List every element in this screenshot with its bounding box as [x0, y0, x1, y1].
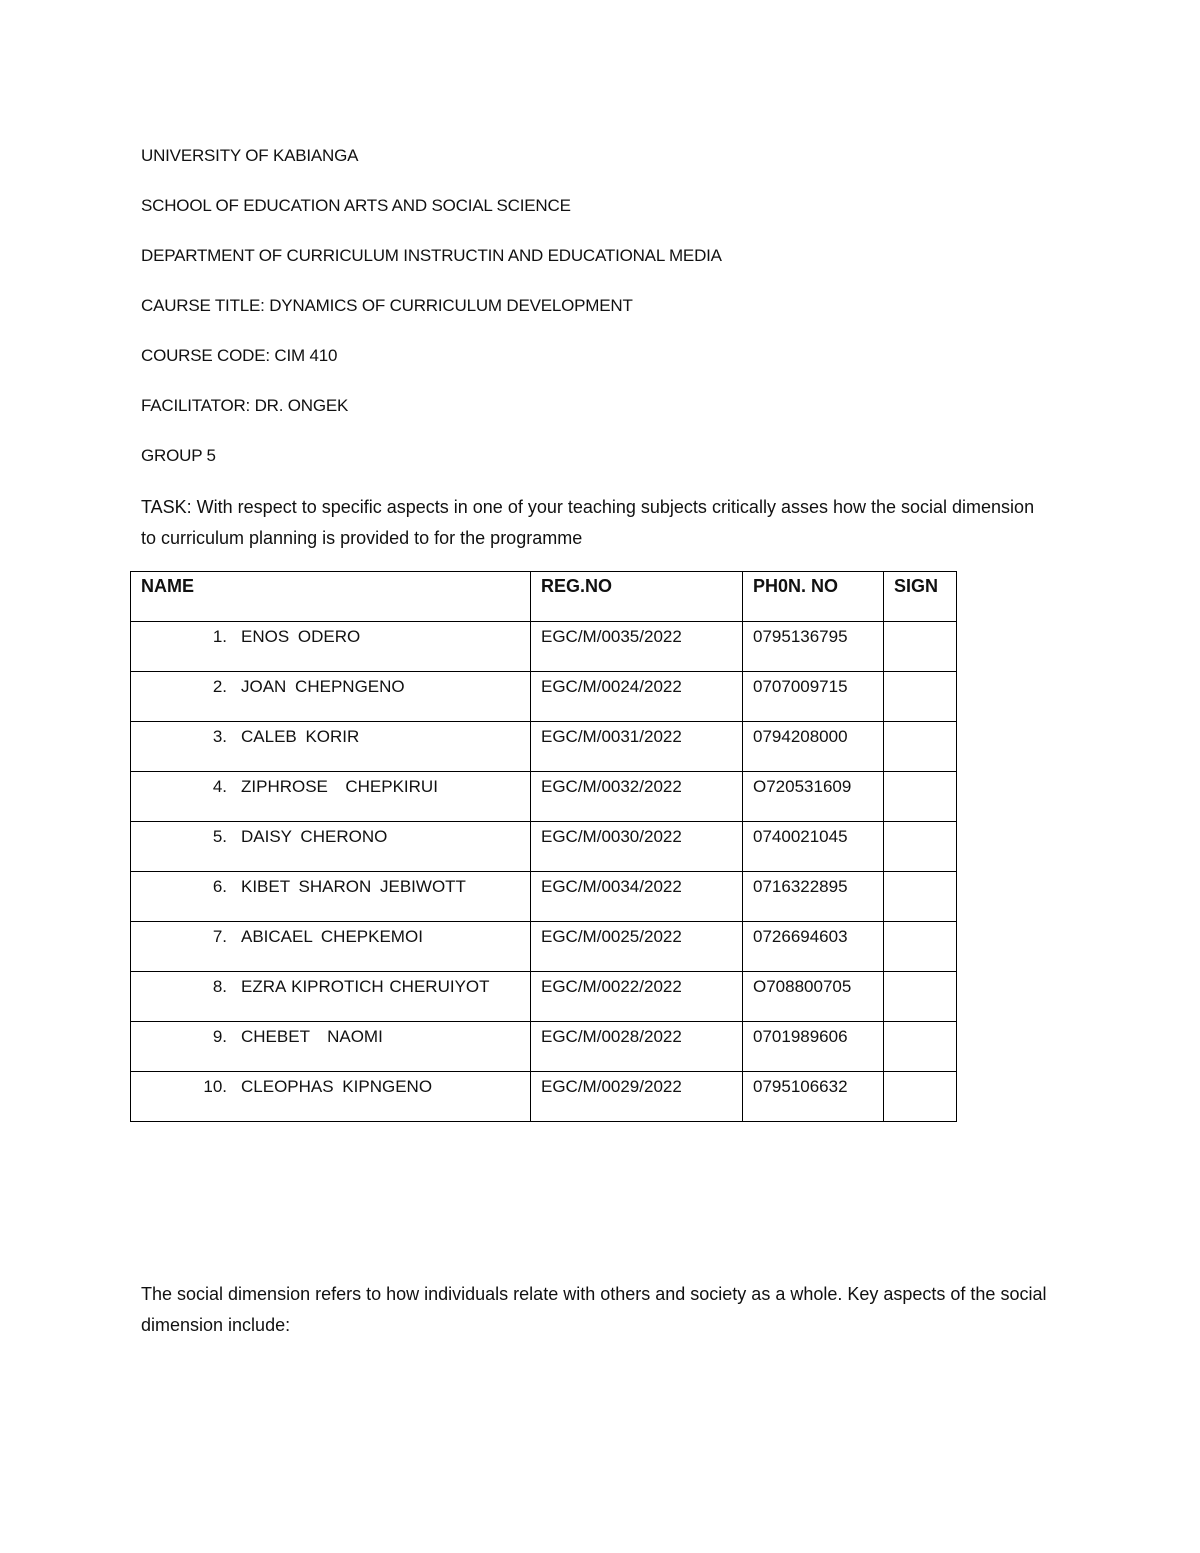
- member-name-cell: [131, 872, 531, 922]
- group-label: GROUP 5: [141, 446, 216, 465]
- member-name-cell: [131, 922, 531, 972]
- reg-number: EGC/M/0034/2022: [531, 872, 743, 922]
- phone-number: 0716322895: [743, 872, 884, 922]
- table-row: [131, 822, 957, 872]
- body-paragraph: The social dimension refers to how individuals relate with others and society as a whole. Key aspects of the social dimension include:: [141, 1284, 1047, 1335]
- member-name-cell: [131, 672, 531, 722]
- member-name-cell: [131, 972, 531, 1022]
- reg-number: EGC/M/0030/2022: [531, 822, 743, 872]
- course-code: COURSE CODE: CIM 410: [141, 346, 338, 365]
- row-number: 8.: [212, 977, 227, 996]
- signature-cell: [884, 822, 957, 872]
- member-name: ABICAEL CHEPKEMOI: [241, 927, 423, 946]
- column-header-sign: SIGN: [884, 572, 957, 622]
- member-name-cell: [131, 722, 531, 772]
- reg-number: EGC/M/0022/2022: [531, 972, 743, 1022]
- signature-cell: [884, 1072, 957, 1122]
- column-header-reg: REG.NO: [531, 572, 743, 622]
- row-number: 5.: [212, 827, 227, 846]
- phone-number: 0707009715: [743, 672, 884, 722]
- member-name: ZIPHROSE CHEPKIRUI: [241, 777, 438, 796]
- row-number: 10.: [203, 1077, 227, 1096]
- row-number: 3.: [212, 727, 227, 746]
- phone-number: O708800705: [743, 972, 884, 1022]
- member-name: DAISY CHERONO: [241, 827, 388, 846]
- reg-number: EGC/M/0035/2022: [531, 622, 743, 672]
- member-name-cell: [131, 1022, 531, 1072]
- signature-cell: [884, 872, 957, 922]
- member-name: EZRA KIPROTICH CHERUIYOT: [241, 977, 490, 996]
- row-number: 1.: [212, 627, 227, 646]
- member-name: CHEBET NAOMI: [241, 1027, 383, 1046]
- reg-number: EGC/M/0028/2022: [531, 1022, 743, 1072]
- phone-number: 0740021045: [743, 822, 884, 872]
- signature-cell: [884, 722, 957, 772]
- reg-number: EGC/M/0024/2022: [531, 672, 743, 722]
- table-row: [131, 672, 957, 722]
- signature-cell: [884, 1022, 957, 1072]
- row-number: 9.: [212, 1027, 227, 1046]
- reg-number: EGC/M/0032/2022: [531, 772, 743, 822]
- row-number: 2.: [212, 677, 227, 696]
- signature-cell: [884, 672, 957, 722]
- phone-number: 0794208000: [743, 722, 884, 772]
- course-title: CAURSE TITLE: DYNAMICS OF CURRICULUM DEVELOPMENT: [141, 296, 633, 315]
- row-number: 4.: [212, 777, 227, 796]
- reg-number: EGC/M/0025/2022: [531, 922, 743, 972]
- facilitator: FACILITATOR: DR. ONGEK: [141, 396, 349, 415]
- table-row: [131, 1072, 957, 1122]
- member-name: ENOS ODERO: [241, 627, 361, 646]
- member-name: CALEB KORIR: [241, 727, 360, 746]
- department-name: DEPARTMENT OF CURRICULUM INSTRUCTIN AND EDUCATIONAL MEDIA: [141, 246, 722, 265]
- signature-cell: [884, 772, 957, 822]
- phone-number: 0701989606: [743, 1022, 884, 1072]
- table-row: [131, 772, 957, 822]
- table-row: [131, 872, 957, 922]
- phone-number: 0795136795: [743, 622, 884, 672]
- phone-number: O720531609: [743, 772, 884, 822]
- table-header-row: [131, 572, 957, 622]
- member-name-cell: [131, 622, 531, 672]
- task-statement: TASK: With respect to specific aspects in one of your teaching subjects critically asses how the social dimension to curriculum planning is provided to for the programme: [141, 497, 1035, 548]
- row-number: 7.: [212, 927, 227, 946]
- signature-cell: [884, 972, 957, 1022]
- member-name-cell: [131, 772, 531, 822]
- row-number: 6.: [212, 877, 227, 896]
- group-members-table: [130, 571, 957, 1122]
- reg-number: EGC/M/0029/2022: [531, 1072, 743, 1122]
- table-row: [131, 1022, 957, 1072]
- member-name: KIBET SHARON JEBIWOTT: [241, 877, 466, 896]
- table-row: [131, 622, 957, 672]
- phone-number: 0795106632: [743, 1072, 884, 1122]
- column-header-name: NAME: [131, 572, 531, 622]
- signature-cell: [884, 622, 957, 672]
- phone-number: 0726694603: [743, 922, 884, 972]
- signature-cell: [884, 922, 957, 972]
- university-name: UNIVERSITY OF KABIANGA: [141, 146, 359, 165]
- member-name: JOAN CHEPNGENO: [241, 677, 405, 696]
- table-row: [131, 972, 957, 1022]
- reg-number: EGC/M/0031/2022: [531, 722, 743, 772]
- school-name: SCHOOL OF EDUCATION ARTS AND SOCIAL SCIENCE: [141, 196, 571, 215]
- member-name-cell: [131, 822, 531, 872]
- table-row: [131, 722, 957, 772]
- column-header-phone: PH0N. NO: [743, 572, 884, 622]
- member-name: CLEOPHAS KIPNGENO: [241, 1077, 433, 1096]
- table-row: [131, 922, 957, 972]
- member-name-cell: [131, 1072, 531, 1122]
